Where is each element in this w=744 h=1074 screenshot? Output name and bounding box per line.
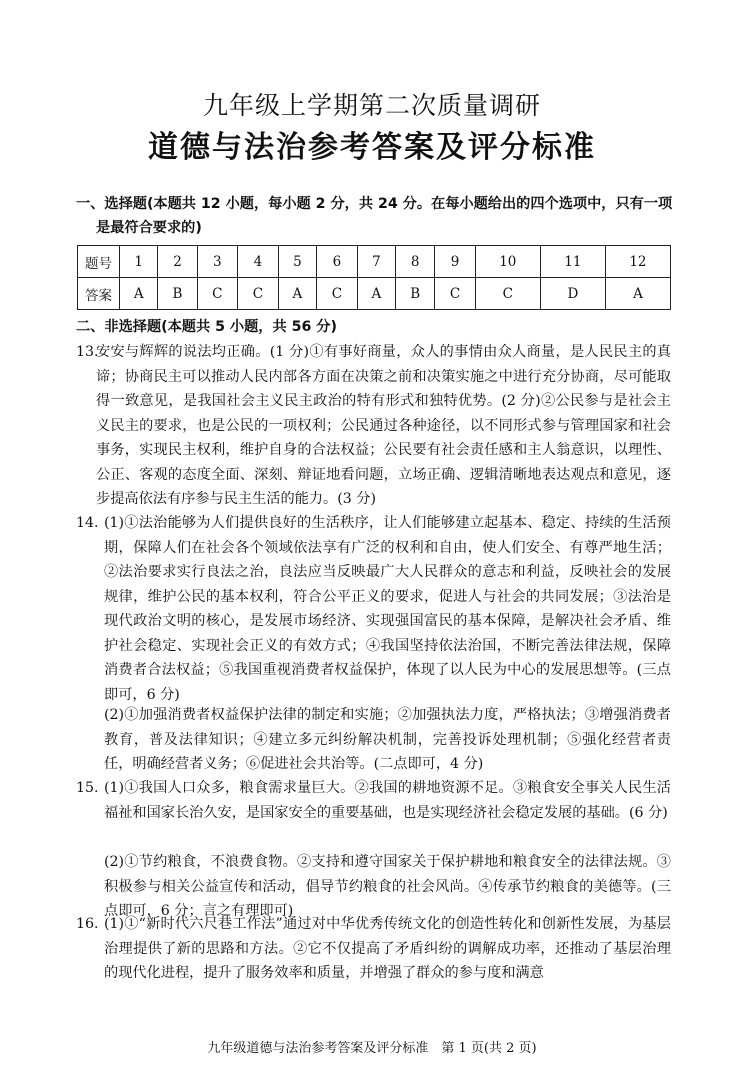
table-cell: C [475,278,540,310]
q13-answer: 安安与辉辉的说法均正确。(1 分)①有事好商量，众人的事情由众人商量，是人民民主的真谛；协商民主可以推动人民内部各方面在决策之前和决策实施之中进行充分协商，尽可能取得一致意见，是我国社会主义民主政治的特有形式和独特优势。(2 分)②公民参与是社会主义民主的要求，也是公民的一项权利；公民通过各种途径，以不同形式参与管理国家和社会事务，实现民主权利，维护自身的合法权益；公民要有社会责任感和主人翁意识，以理性、公正、客观的态度全面、深刻、辩证地看问题，立场正确、逻辑清晰地表达观点和意见，逐步提高依法有序参与民主生活的能力。(3 分) [96,344,671,507]
table-cell: A [357,278,395,310]
table-cell: 12 [605,246,670,278]
q14-part2: (2)①加强消费者权益保护法律的制定和实施；②加强执法力度，严格执法；③增强消费者教育，普及法律知识；④建立多元纠纷解决机制，完善投诉处理机制；⑤强化经营者责任，明确经营者义务；⑥促进社会共治等。(二点即可，4 分) [104,707,671,772]
answer-table [77,245,671,310]
table-row-answers [78,278,671,310]
table-cell: 1 [120,246,158,278]
table-cell: B [396,278,435,310]
document-subtitle: 九年级上学期第二次质量调研 [202,91,541,120]
q15-part2: (2)①节约粮食，不浪费食物。②支持和遵守国家关于保护耕地和粮食安全的法律法规。③积极参与相关公益宣传和活动，倡导节约粮食的社会风尚。④传承节约粮食的美德等。(三点即可，6 分；言之有理即可) [104,854,671,919]
table-cell: 3 [197,246,238,278]
q14-part1: (1)①法治能够为人们提供良好的生活秩序，让人们能够建立起基本、稳定、持续的生活预期，保障人们在社会各个领域依法享有广泛的权利和自由，使人们安全、有尊严地生活；②法治要求实行良法之治，良法应当反映最广大人民群众的意志和利益，反映社会的发展规律，维护公民的基本权利，符合公平正义的要求，促进人与社会的共同发展；③法治是现代政治文明的核心，是发展市场经济、实现强国富民的基本保障，是解决社会矛盾、维护社会稳定、实现社会正义的有效方式；④我国坚持依法治国，不断完善法律法规，保障消费者合法权益；⑤我国重视消费者权益保护，体现了以人民为中心的发展思想等。(三点即可，6 分) [104,515,671,703]
section1-heading-line2: 是最符合要求的) [96,220,202,236]
q13-label: 13. [76,344,99,360]
table-cell: C [317,278,358,310]
table-cell: C [435,278,476,310]
table-cell: C [238,278,279,310]
table-row-numbers [78,246,671,278]
page-footer: 九年级道德与法治参考答案及评分标准 第 1 页(共 2 页) [207,1041,537,1056]
table-cell: 2 [158,246,197,278]
q14-label: 14. [76,515,99,531]
table-cell: D [540,278,605,310]
q16-part1: (1)①“新时代六尺巷工作法”通过对中华优秀传统文化的创造性转化和创新性发展，为基层治理提供了新的思路和方法。②它不仅提高了矛盾纠纷的调解成功率，还推动了基层治理的现代化进程，提升了服务效率和质量，并增强了群众的参与度和满意 [104,916,671,981]
q16-label: 16. [76,916,99,932]
q15-label: 15. [76,780,99,796]
table-cell: A [120,278,158,310]
table-cell: 8 [396,246,435,278]
table-cell: 7 [357,246,395,278]
table-cell: 4 [238,246,279,278]
table-cell: A [278,278,316,310]
document-title: 道德与法治参考答案及评分标准 [148,130,596,165]
q15-part1: (1)①我国人口众多，粮食需求量巨大。②我国的耕地资源不足。③粮食安全事关人民生活福祉和国家长治久安，是国家安全的重要基础，也是实现经济社会稳定发展的基础。(6 分) [104,780,671,821]
section1-heading-line1: 一、选择题(本题共 12 小题，每小题 2 分，共 24 分。在每小题给出的四个选项中，只有一项 [76,196,673,212]
table-cell: 5 [278,246,316,278]
section1-heading [76,192,686,240]
table-cell: 10 [475,246,540,278]
row-label-question: 题号 [78,246,120,278]
table-cell: B [158,278,197,310]
row-label-answer: 答案 [78,278,120,310]
table-cell: 9 [435,246,476,278]
table-cell: C [197,278,238,310]
table-cell: A [605,278,670,310]
section2-heading: 二、非选择题(本题共 5 小题，共 56 分) [76,319,337,335]
table-cell: 6 [317,246,358,278]
table-cell: 11 [540,246,605,278]
